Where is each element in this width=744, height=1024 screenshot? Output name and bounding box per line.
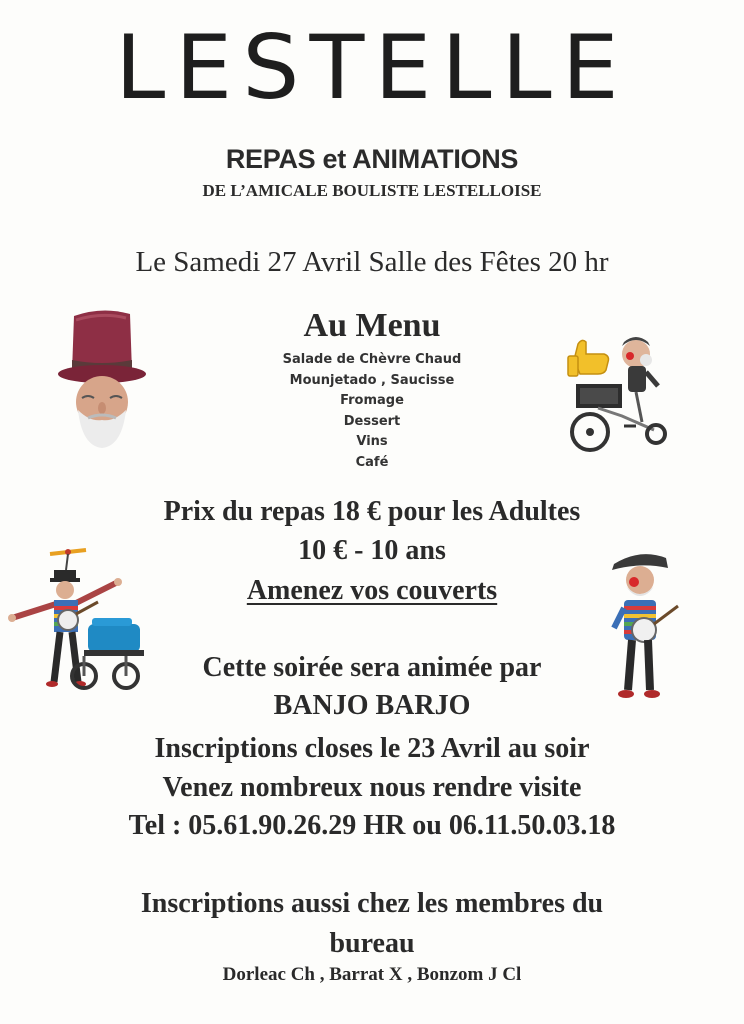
menu-title: Au Menu xyxy=(303,307,441,344)
clown-banjo-illustration xyxy=(604,546,684,704)
registration-bureau-line: bureau xyxy=(329,928,415,959)
poster-title: LESTELLE xyxy=(115,16,629,119)
menu-item: Salade de Chèvre Chaud xyxy=(282,352,462,367)
animation-line: Cette soirée sera animée par xyxy=(202,652,542,683)
menu-item: Vins xyxy=(356,434,388,449)
poster-subtitle: REPAS et ANIMATIONS xyxy=(225,144,519,174)
clown-tricycle-illustration xyxy=(562,330,674,454)
menu-item: Fromage xyxy=(340,393,404,408)
couverts-text: Amenez vos couverts xyxy=(246,575,498,606)
registration-deadline: Inscriptions closes le 23 Avril au soir xyxy=(154,733,590,764)
date-location-line: Le Samedi 27 Avril Salle des Fêtes 20 hr xyxy=(135,246,609,278)
band-name: BANJO BARJO xyxy=(273,690,471,721)
registration-also-line: Inscriptions aussi chez les membres du xyxy=(140,888,604,919)
top-hat-man-illustration xyxy=(52,306,152,450)
board-members: Dorleac Ch , Barrat X , Bonzom J Cl xyxy=(222,964,522,985)
menu-item: Dessert xyxy=(343,413,401,429)
price-children: 10 € - 10 ans xyxy=(298,535,446,566)
invitation-line: Venez nombreux nous rendre visite xyxy=(162,772,582,803)
organizer-line: DE L’AMICALE BOULISTE LESTELLOISE xyxy=(202,181,542,200)
menu-item: Café xyxy=(355,454,389,470)
menu-item: Mounjetado , Saucisse xyxy=(289,372,455,388)
price-adults: Prix du repas 18 € pour les Adultes xyxy=(163,496,581,527)
banjo-player-trailer-illustration xyxy=(4,548,148,700)
phone-line: Tel : 05.61.90.26.29 HR ou 06.11.50.03.18 xyxy=(128,810,616,841)
